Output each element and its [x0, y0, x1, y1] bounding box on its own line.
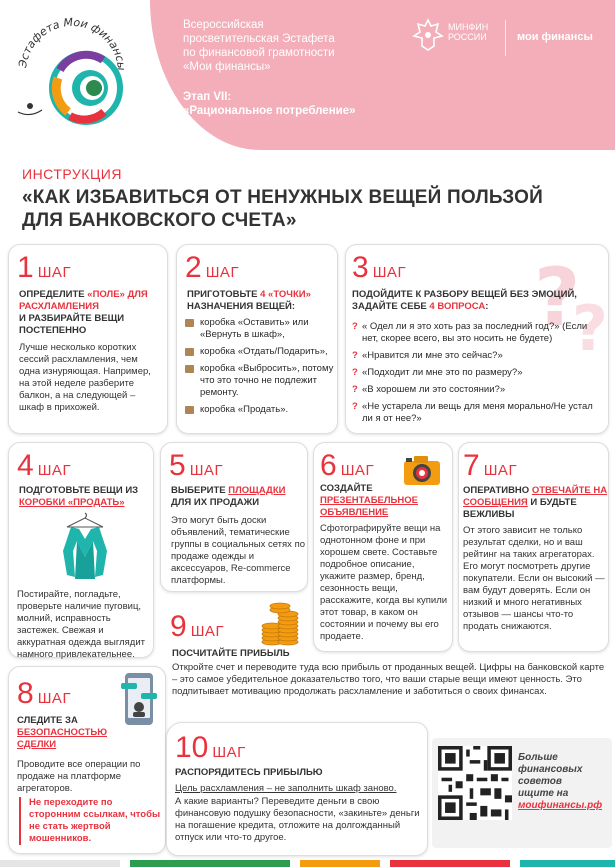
step-3-questions [352, 321, 602, 430]
step-10-header: 10 ШАГ [175, 731, 246, 764]
qr-code-icon[interactable] [438, 746, 512, 820]
step-1-heading: ОПРЕДЕЛИТЕ «ПОЛЕ» ДЛЯ РАСХЛАМЛЕНИЯ И РАЗБИРАЙТЕ ВЕЩИ ПОСТЕПЕННО [19, 289, 148, 336]
step-6-header: 6 ШАГ [320, 449, 375, 482]
step-2-heading: ПРИГОТОВЬТЕ 4 «ТОЧКИ» НАЗНАЧЕНИЯ ВЕЩЕЙ: [187, 289, 311, 312]
step-7-header: 7 ШАГ [463, 449, 518, 482]
list-item: коробка «Оставить» или «Вернуть в шкаф», [185, 317, 335, 341]
step-3-card [345, 244, 609, 434]
step-5-heading: ВЫБЕРИТЕ ПЛОЩАДКИ ДЛЯ ИХ ПРОДАЖИ [171, 485, 286, 508]
step-7-heading: ОПЕРАТИВНО ОТВЕЧАЙТЕ НА СООБЩЕНИЯ И БУДЬТЕ ВЕЖЛИВЫ [463, 485, 608, 520]
question-item: ? «Не устарела ли вещь для меня морально/Не устал ли я от нее?» [352, 401, 602, 425]
step-2-header: 2 ШАГ [185, 251, 240, 284]
camera-icon [402, 453, 442, 487]
step-9-heading: ПОСЧИТАЙТЕ ПРИБЫЛЬ [172, 648, 290, 659]
instruction-label: ИНСТРУКЦИЯ [22, 166, 122, 182]
step-4-heading: ПОДГОТОВЬТЕ ВЕЩИ ИЗ КОРОБКИ «ПРОДАТЬ» [19, 485, 139, 508]
step-6-heading: СОЗДАЙТЕ ПРЕЗЕНТАБЕЛЬНОЕ ОБЪЯВЛЕНИЕ [320, 483, 418, 518]
step-7-body: От этого зависит не только результат сделки, но и ваш рейтинг на таких агрегаторах. Его могут посмотреть другие покупатели. Если он высокий — вам будут доверять. Если он низкий и много негативных отзывов — шансы что-то продать снижаются. [463, 525, 605, 632]
svg-text:?: ? [572, 292, 608, 365]
footer-bar-red [390, 860, 510, 867]
step-1-header: 1 ШАГ [17, 251, 72, 284]
step-9-header: 9 ШАГ [170, 610, 225, 643]
eagle-emblem-icon [412, 18, 444, 52]
step-5-card [160, 442, 308, 592]
step-8-header: 8 ШАГ [17, 677, 72, 710]
step-10-goal: Цель расхламления – не заполнить шкаф заново. [175, 783, 397, 794]
blouse-hanger-icon [57, 511, 113, 581]
step-9-body: Откройте счет и переводите туда всю прибыль от проданных вещей. Цифры на банковской карте – это самое убедительное доказательство того, что ваши старые вещи имеют ценность. Это подпитывает мотивацию продолжать расхламление и заботиться о своих финансах. [172, 662, 605, 697]
footer-bar-teal [520, 860, 615, 867]
step-3-heading: ПОДОЙДИТЕ К РАЗБОРУ ВЕЩЕЙ БЕЗ ЭМОЦИЙ, ЗАДАЙТЕ СЕБЕ 4 ВОПРОСА: [352, 289, 577, 312]
moi-finansy-brand: мои финансы [517, 31, 593, 43]
step-5-body: Это могут быть доски объявлений, тематические группы в социальных сетях по продаже одежды и аксессуаров, Re-commerce платформы. [171, 515, 305, 586]
step-4-card [8, 442, 154, 658]
qr-caption: Больше финансовых советов ищите на моифинансы.рф [518, 752, 608, 812]
step-8-heading: СЛЕДИТЕ ЗА БЕЗОПАСНОСТЬЮ СДЕЛКИ [17, 715, 107, 750]
step-8-card [8, 666, 166, 854]
logo-arc-text: Эстафета Мои финансы [16, 15, 129, 72]
step-1-card [8, 244, 168, 434]
list-item: коробка «Выбросить», потому что это точно не подлежит ремонту. [185, 363, 335, 399]
list-item: коробка «Отдать/Подарить», [185, 346, 335, 358]
step-10-heading: РАСПОРЯДИТЕСЬ ПРИБЫЛЬЮ [175, 767, 323, 778]
page-title: «КАК ИЗБАВИТЬСЯ ОТ НЕНУЖНЫХ ВЕЩЕЙ ПОЛЬЗОЙ ДЛЯ БАНКОВСКОГО СЧЕТА» [22, 187, 543, 231]
step-10-body: А какие варианты? Переведите деньги в свою финансовую подушку безопасности, «закиньте» деньги на погашение кредита, отложите на долгожданный отпуск или что-то другое. [175, 796, 420, 843]
footer-bar-orange [300, 860, 380, 867]
step-2-box-list [185, 317, 335, 421]
step-3-header: 3 ШАГ [352, 251, 407, 284]
step-4-body: Постирайте, погладьте, проверьте наличие пуговиц, молний, исправность застежек. Свежая и аккуратная одежда выглядит намного привлекательнее. [17, 589, 146, 660]
step-8-warning: Не переходите по сторонним ссылкам, чтобы не стать жертвой мошенников. [19, 797, 163, 845]
question-item: ? « Одел ли я это хоть раз за последний год?» (Если нет, скорее всего, вы это носить не будете) [352, 321, 602, 345]
header-divider [505, 20, 506, 56]
step-8-body: Проводите все операции по продаже на платформе агрегаторов. [17, 759, 141, 794]
coin-stack-icon [260, 598, 300, 646]
step-10-card [166, 722, 428, 856]
organizer-text: Всероссийская просветительская Эстафета по финансовой грамотности «Мои финансы» [183, 19, 335, 73]
header [0, 0, 615, 150]
question-item: ? «В хорошем ли это состоянии?» [352, 384, 602, 396]
list-item: коробка «Продать». [185, 404, 335, 416]
svg-text:?: ? [534, 255, 581, 344]
step-4-header: 4 ШАГ [17, 449, 72, 482]
stage-title: Этап VII: «Рациональное потребление» [183, 91, 356, 117]
estafeta-logo [8, 8, 136, 136]
step-5-header: 5 ШАГ [169, 449, 224, 482]
qr-promo [432, 738, 612, 848]
footer-bar-green [130, 860, 290, 867]
step-6-body: Сфотографируйте вещи на однотонном фоне и при хорошем свете. Составьте подробное описание, укажите размер, бренд, сезонность вещи, расскажите, когда вы купили этот товар, в каком он состоянии и почему вы его продаете. [320, 523, 448, 642]
question-item: ? «Подходит ли мне это по размеру?» [352, 367, 602, 379]
step-6-card [313, 442, 453, 652]
step-9-block [160, 598, 320, 658]
step-2-card [176, 244, 338, 434]
minfin-label: МИНФИН РОССИИ [448, 22, 489, 42]
question-item: ? «Нравится ли мне это сейчас?» [352, 350, 602, 362]
footer-bar-grey [0, 860, 120, 867]
site-link[interactable]: моифинансы.рф [518, 800, 603, 811]
step-7-card [458, 442, 609, 652]
step-1-body: Лучше несколько коротких сессий расхламления, чем одна изнуряющая. Например, на этой неделе разберите балкон, а на следующей – шкаф в прихожей. [19, 342, 151, 413]
